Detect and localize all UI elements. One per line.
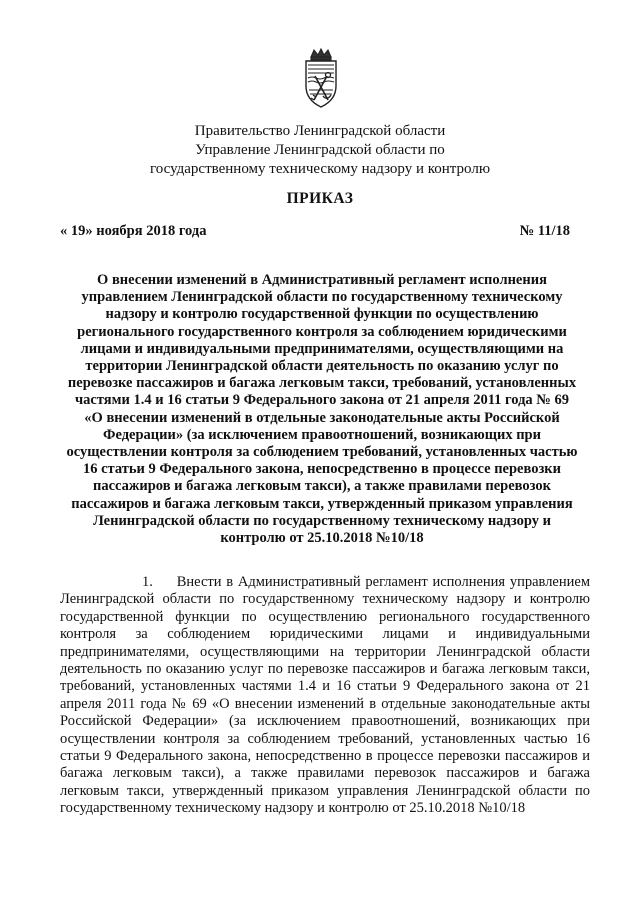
order-date: « 19» ноября 2018 года [60,223,207,239]
issuing-authority [0,122,640,179]
header-line-department-cont: государственному техническому надзору и контролю [149,161,491,177]
date-number-line [60,223,570,240]
header-line-department: Управление Ленинградской области по [195,142,445,158]
coat-of-arms-icon [301,48,341,110]
item-number: 1. [142,574,153,590]
paragraph-item-1 [60,574,590,818]
document-heading: ПРИКАЗ [286,190,354,207]
item-text: Внести в Административный регламент исполнения управлением Ленинградской области по государственному техническому надзору и контролю государственной функции по осуществлению регионального государственного контроля за соблюдением юридическими лицами и индивидуальными предпринимателями, осуществляющими на территории Ленинградской области деятельность по оказанию услуг по перевозке пассажиров и багажа легковым такси, требований, установленных частями 1.4 и 16 статьи 9 Федерального закона от 21 апреля 2011 года № 69 «О внесении изменений в отдельные законодательные акты Российской Федерации» (за исключением правоотношений, возникающих при осуществлении контроля за соблюдением требований, установленных частью 16 статьи 9 Федерального закона, непосредственно в процессе перевозки пассажиров и багажа легковым такси), а также правилами перевозок пассажиров и багажа легковым такси, утвержденный приказом управления Ленинградской области по государственному техническому надзору и контролю от 25.10.2018 №10/18 [60,574,590,817]
order-title: О внесении изменений в Административный регламент исполнения управлением Ленинградской области по государственному техническому надзору и контролю государственной функции по осуществлению регионального государственного контроля за соблюдением юридическими лицами и индивидуальными предпринимателями, осуществляющими на территории Ленинградской области деятельность по оказанию услуг по перевозке пассажиров и багажа легковым такси, требований, установленных частями 1.4 и 16 статьи 9 Федерального закона от 21 апреля 2011 года № 69 «О внесении изменений в отдельные законодательные акты Российской Федерации» (за исключением правоотношений, возникающих при осуществлении контроля за соблюдением требований, установленных частью 16 статьи 9 Федерального закона, непосредственно в процессе перевозки пассажиров и багажа легковым такси), а также правилами перевозок пассажиров и багажа легковым такси, утвержденный приказом управления Ленинградской области по государственному техническому надзору и контролю от 25.10.2018 №10/18 [66,272,578,547]
order-number: № 11/18 [519,223,570,239]
header-line-government: Правительство Ленинградской области [194,123,446,139]
